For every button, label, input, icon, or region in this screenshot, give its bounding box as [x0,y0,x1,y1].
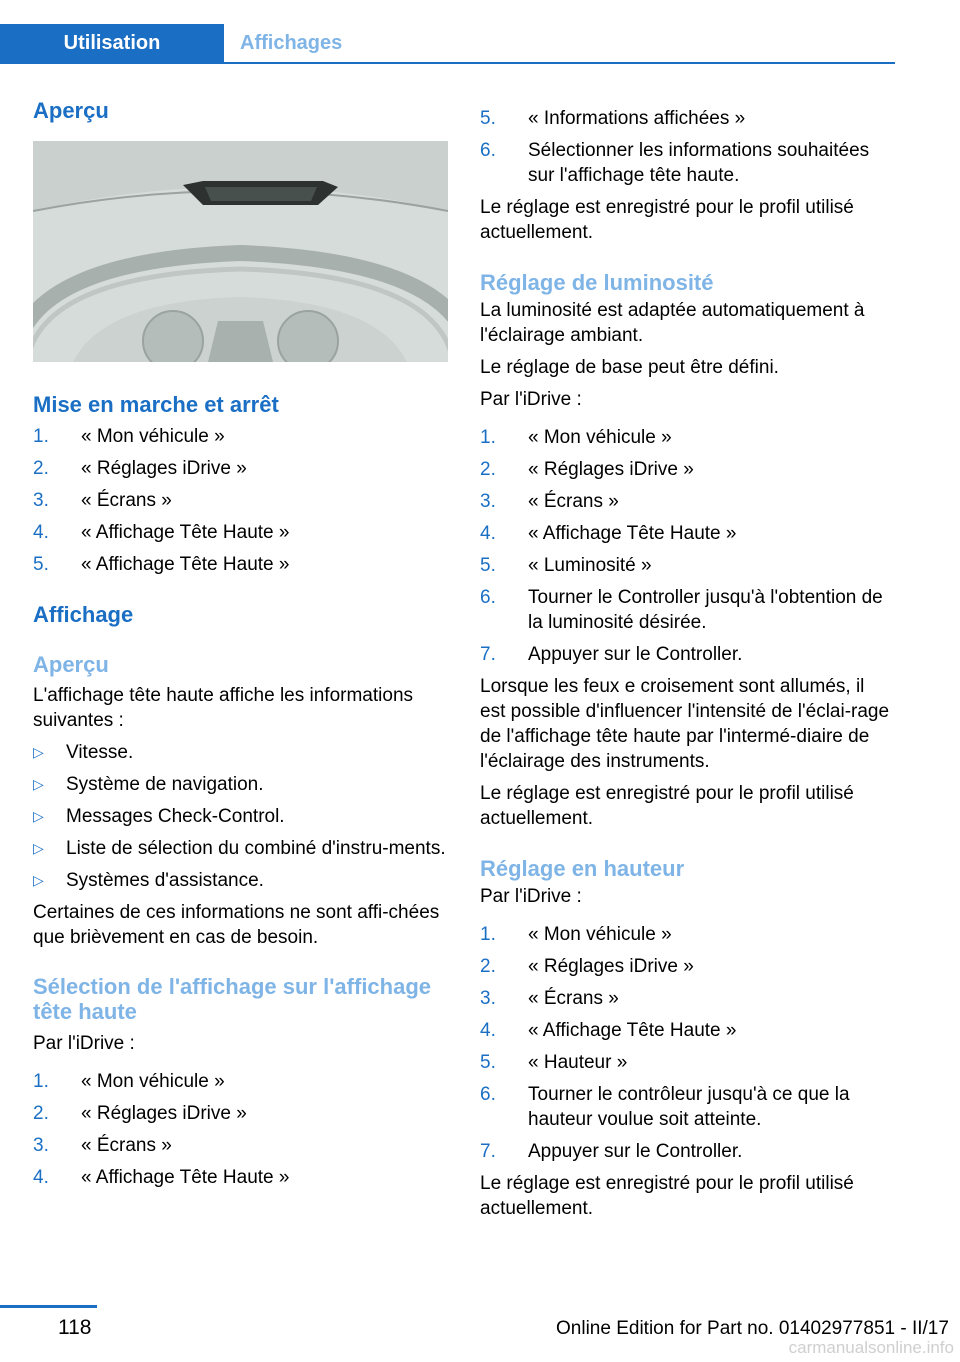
step-number: 1. [33,426,49,447]
intro-text: L'affichage tête haute affiche les informations suivantes : [33,685,414,731]
hauteur-intro: Par l'iDrive : [480,886,582,907]
subsection-title-selection: Sélection de l'affichage sur l'affichage tête haute [33,974,432,1024]
list-item: 5. « Luminosité » [480,555,652,576]
luminosite-intro: Par l'iDrive : [480,389,582,410]
selection-steps-continued [480,106,895,188]
section-title-marche: Mise en marche et arrêt [33,392,279,417]
bullet-note: Certaines de ces informations ne sont affi‐chées que brièvement en cas de besoin. [33,902,440,948]
hauteur-note: Le réglage est enregistré pour le profil utilisé actuellement. [480,1173,854,1219]
chapter-header [0,24,895,64]
list-item: 7. Appuyer sur le Controller. [480,644,743,665]
section-title-apercu: Aperçu [33,98,109,123]
step-number: 4. [33,1167,49,1188]
dashboard-illustration [33,141,448,362]
step-number: 2. [480,956,496,977]
list-item: 3. « Écrans » [33,1135,172,1156]
step-number: 1. [480,427,496,448]
footer-rule [0,1305,97,1308]
section-title-affichage: Affichage [33,602,134,627]
luminosite-text-2: Le réglage de base peut être défini. [480,357,779,378]
list-item: 1. « Mon véhicule » [480,924,672,945]
luminosite-note: Le réglage est enregistré pour le profil utilisé actuellement. [480,783,854,829]
list-item: 6. Tourner le contrôleur jusqu'à ce que la hauteur voulue soit atteinte. [480,1084,850,1130]
list-item: 3. « Écrans » [33,490,172,511]
list-item: 4. « Affichage Tête Haute » [33,522,290,543]
step-number: 6. [480,1084,496,1105]
step-number: 7. [480,644,496,665]
list-item: ▷ Système de navigation. [33,774,264,795]
triangle-bullet-icon: ▷ [33,840,44,856]
list-item: ▷ Vitesse. [33,742,134,763]
triangle-bullet-icon: ▷ [33,744,44,760]
list-item: 1. « Mon véhicule » [33,1071,225,1092]
luminosite-text-3: Lorsque les feux e croisement sont allumés, il est possible d'influencer l'intensité de l'éclai‐rage de l'affichage tête haute par l'intermé‐diaire de l'éclairage des instruments. [480,676,890,772]
step-number: 4. [33,522,49,543]
list-item: 6. Tourner le Controller jusqu'à l'obtention de la luminosité désirée. [480,587,883,633]
list-item: ▷ Systèmes d'assistance. [33,870,264,891]
list-item: 5. « Hauteur » [480,1052,628,1073]
step-number: 5. [480,108,496,129]
list-item: 5. « Informations affichées » [480,108,746,129]
list-item: 6. Sélectionner les informations souhaitées sur l'affichage tête haute. [480,140,870,186]
step-number: 3. [33,490,49,511]
info-bullets [33,740,448,893]
step-number: 3. [480,491,496,512]
list-item: 3. « Écrans » [480,988,619,1009]
subsection-title-apercu: Aperçu [33,652,109,677]
list-item: 3. « Écrans » [480,491,619,512]
left-column [33,98,448,1190]
list-item: 2. « Réglages iDrive » [480,956,694,977]
selection-steps [33,1069,448,1190]
list-item: 2. « Réglages iDrive » [33,458,247,479]
step-number: 3. [33,1135,49,1156]
step-number: 2. [33,1103,49,1124]
list-item: 4. « Affichage Tête Haute » [33,1167,290,1188]
step-number: 2. [33,458,49,479]
step-number: 6. [480,140,496,161]
subsection-title-luminosite: Réglage de luminosité [480,270,714,295]
list-item: ▷ Messages Check-Control. [33,806,285,827]
selection-intro: Par l'iDrive : [33,1033,135,1054]
luminosite-steps [480,425,895,667]
list-item: 1. « Mon véhicule » [480,427,672,448]
list-item: ▷ Liste de sélection du combiné d'instru‐ments. [33,838,446,859]
step-number: 1. [480,924,496,945]
step-number: 5. [480,1052,496,1073]
step-number: 4. [480,523,496,544]
marche-steps [33,424,448,577]
list-item: 2. « Réglages iDrive » [33,1103,247,1124]
head-up-display-illustration [33,141,448,362]
tab-affichages[interactable]: Affichages [240,32,343,54]
edition-line: Online Edition for Part no. 01402977851 - II/17 [556,1318,949,1339]
triangle-bullet-icon: ▷ [33,872,44,888]
luminosite-text-1: La luminosité est adaptée automatiquement à l'éclairage ambiant. [480,300,865,346]
triangle-bullet-icon: ▷ [33,776,44,792]
selection-note: Le réglage est enregistré pour le profil utilisé actuellement. [480,197,854,243]
step-number: 4. [480,1020,496,1041]
list-item: 2. « Réglages iDrive » [480,459,694,480]
step-number: 1. [33,1071,49,1092]
hauteur-steps [480,922,895,1164]
triangle-bullet-icon: ▷ [33,808,44,824]
list-item: 4. « Affichage Tête Haute » [480,1020,737,1041]
right-column [480,106,895,1221]
list-item: 1. « Mon véhicule » [33,426,225,447]
step-number: 6. [480,587,496,608]
page-number: 118 [58,1316,92,1339]
step-number: 2. [480,459,496,480]
list-item: 5. « Affichage Tête Haute » [33,554,290,575]
list-item: 4. « Affichage Tête Haute » [480,523,737,544]
step-number: 3. [480,988,496,1009]
step-number: 7. [480,1141,496,1162]
step-number: 5. [33,554,49,575]
watermark: carmanualsonline.info [788,1338,954,1357]
list-item: 7. Appuyer sur le Controller. [480,1141,743,1162]
step-number: 5. [480,555,496,576]
tab-utilisation[interactable]: Utilisation [0,24,224,62]
subsection-title-hauteur: Réglage en hauteur [480,856,685,881]
